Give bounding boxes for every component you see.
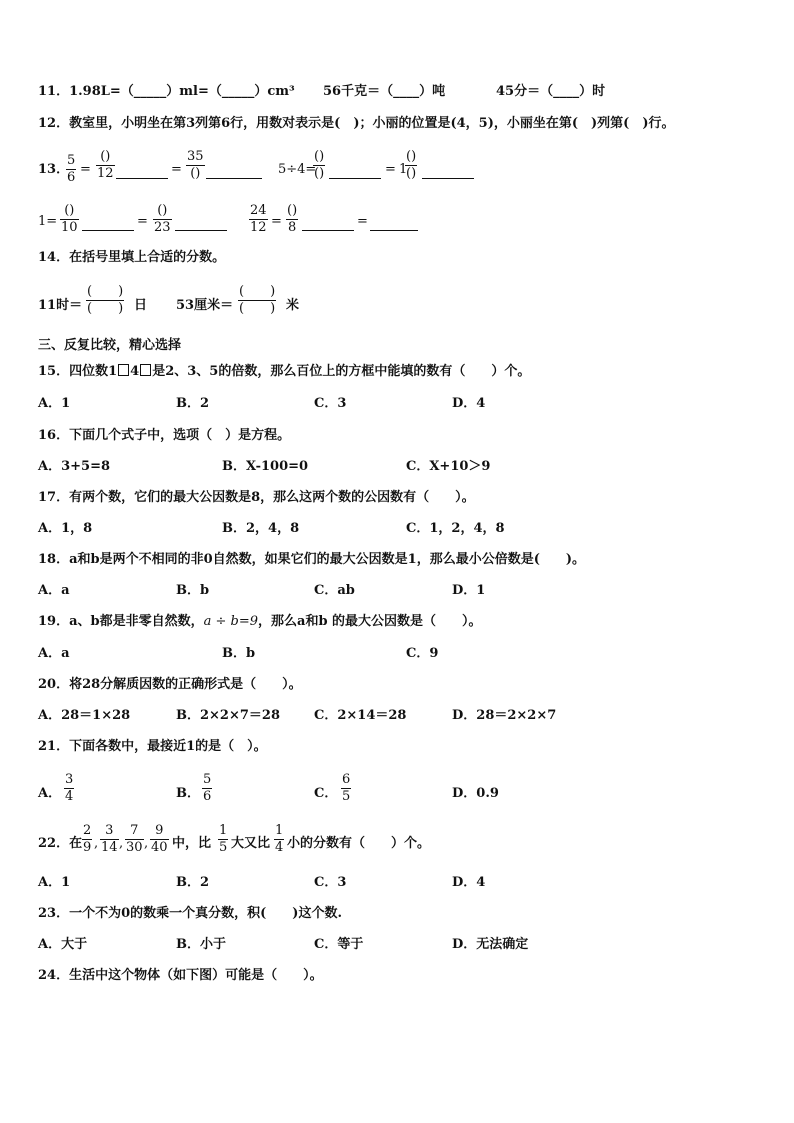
option-b[interactable]: B．2: [176, 875, 210, 890]
fraction-3-14: 3 14: [101, 823, 118, 855]
q23-text: 23．一个不为0的数乘一个真分数，积( )这个数.: [38, 906, 342, 921]
mixed-number-whole: 1: [399, 162, 408, 177]
answer-blank[interactable]: [206, 178, 262, 179]
fraction-answer-box[interactable]: ( ) ( ): [239, 284, 276, 316]
answer-blank[interactable]: [370, 230, 418, 231]
option-b[interactable]: B．: [176, 786, 200, 801]
q18-text: 18．a和b是两个不相同的非0自然数，如果它们的最大公因数是1，那么最小公倍数是( )。: [38, 552, 585, 567]
fraction-9-40: 9 40: [151, 823, 168, 855]
q14-day-unit: 日: [134, 298, 148, 313]
q19-text: 19．a、b都是非零自然数，a ÷ b=9，那么a和b 的最大公因数是（ ）。: [38, 614, 482, 629]
q11-part-b: 56千克＝（____）吨: [323, 84, 446, 99]
fraction-5-6: 5 6: [203, 772, 212, 804]
option-a[interactable]: A．a: [38, 646, 70, 661]
option-b[interactable]: B．b: [222, 646, 256, 661]
option-b[interactable]: B．X-100=0: [222, 459, 309, 474]
option-a[interactable]: A．1: [38, 875, 71, 890]
option-b[interactable]: B．b: [176, 583, 210, 598]
option-b[interactable]: B．2: [176, 396, 210, 411]
fraction-answer-box[interactable]: ( ) ( ): [87, 284, 124, 316]
option-b[interactable]: B．2，4，8: [222, 521, 300, 536]
fraction-blank-blank: () (): [406, 149, 417, 181]
option-a[interactable]: A．3+5=8: [38, 459, 111, 474]
q22-prefix: 22．在: [38, 836, 83, 851]
option-d[interactable]: D．1: [452, 583, 486, 598]
option-d[interactable]: D．28＝2×2×7: [452, 708, 557, 723]
option-c[interactable]: C．ab: [314, 583, 355, 598]
q22-mid-text: 中，比: [172, 836, 212, 851]
q21-text: 21．下面各数中，最接近1的是（ ）。: [38, 739, 267, 754]
option-c[interactable]: C．: [314, 786, 338, 801]
equals-sign: =: [137, 214, 148, 229]
q11-text: 11．1.98L=（_____）ml=（_____）cm³: [38, 84, 295, 99]
answer-blank[interactable]: [175, 230, 227, 231]
option-b[interactable]: B．2×2×7＝28: [176, 708, 281, 723]
answer-blank[interactable]: [302, 230, 354, 231]
fraction-blank-10: () 10: [61, 203, 78, 235]
q16-text: 16．下面几个式子中，选项（ ）是方程。: [38, 428, 291, 443]
q12-text: 12．教室里，小明坐在第3列第6行，用数对表示是( )；小丽的位置是(4，5)，小丽坐在第( )列第( )行。: [38, 116, 675, 131]
fraction-blank-12: () 12: [97, 149, 114, 181]
q19-formula: a ÷ b=9: [203, 614, 259, 629]
answer-blank[interactable]: [329, 178, 381, 179]
q14-cm-prefix: 53厘米＝: [176, 298, 234, 313]
answer-blank[interactable]: [82, 230, 134, 231]
comma: ,: [144, 836, 149, 851]
q17-text: 17．有两个数，它们的最大公因数是8，那么这两个数的公因数有（ ）。: [38, 490, 475, 505]
fraction-blank-23: () 23: [154, 203, 171, 235]
fraction-2-9: 2 9: [83, 823, 92, 855]
q13-number: 13．: [38, 162, 70, 177]
fraction-blank-blank: () (): [314, 149, 325, 181]
option-d[interactable]: D．4: [452, 396, 486, 411]
option-a[interactable]: A．a: [38, 583, 70, 598]
equals-sign: =: [171, 162, 182, 177]
option-c[interactable]: C．3: [314, 396, 347, 411]
fraction-35-blank: 35 (): [187, 149, 204, 181]
option-a[interactable]: A．1，8: [38, 521, 93, 536]
option-d[interactable]: D．无法确定: [452, 937, 529, 952]
option-a[interactable]: A．: [38, 786, 62, 801]
equals-sign: =: [80, 162, 91, 177]
q24-text: 24．生活中这个物体（如下图）可能是（ ）。: [38, 968, 323, 983]
fraction-1-5: 1 5: [219, 823, 228, 855]
fraction-5-6: 5 6: [67, 153, 76, 185]
comma: ,: [119, 836, 124, 851]
q13-one-equals: 1=: [38, 214, 58, 229]
digit-box: [140, 364, 151, 376]
q13-division: 5÷4=: [278, 162, 317, 177]
option-c[interactable]: C．3: [314, 875, 347, 890]
option-c[interactable]: C．2×14＝28: [314, 708, 407, 723]
q22-suffix: 小的分数有（ ）个。: [287, 836, 431, 851]
option-d[interactable]: D．4: [452, 875, 486, 890]
option-c[interactable]: C．X+10＞9: [406, 459, 491, 474]
comma: ,: [94, 836, 99, 851]
digit-box: [118, 364, 129, 376]
q14-hours-prefix: 11时＝: [38, 298, 83, 313]
answer-blank[interactable]: [116, 178, 168, 179]
option-b[interactable]: B．小于: [176, 937, 226, 952]
fraction-3-4: 3 4: [65, 772, 74, 804]
fraction-24-12: 24 12: [250, 203, 267, 235]
q11-part-c: 45分＝（____）时: [496, 84, 606, 99]
answer-blank[interactable]: [422, 178, 474, 179]
fraction-7-30: 7 30: [126, 823, 143, 855]
q22-mid-text-2: 大又比: [231, 836, 271, 851]
equals-sign: =: [271, 214, 282, 229]
option-c[interactable]: C．9: [406, 646, 439, 661]
q20-text: 20．将28分解质因数的正确形式是（ ）。: [38, 677, 302, 692]
option-c[interactable]: C．等于: [314, 937, 364, 952]
fraction-1-4: 1 4: [275, 823, 284, 855]
fraction-6-5: 6 5: [342, 772, 351, 804]
option-d[interactable]: D．0.9: [452, 786, 499, 801]
option-a[interactable]: A．大于: [38, 937, 88, 952]
equals-sign: =: [385, 162, 396, 177]
option-a[interactable]: A．28＝1×28: [38, 708, 131, 723]
option-c[interactable]: C．1，2，4，8: [406, 521, 505, 536]
fraction-blank-8: () 8: [287, 203, 298, 235]
equals-sign: =: [357, 214, 368, 229]
option-a[interactable]: A．1: [38, 396, 71, 411]
section-title: 三、反复比较，精心选择: [38, 338, 182, 353]
q14-meter-unit: 米: [286, 298, 300, 313]
q15-text: 15．四位数1 4 是2、3、5的倍数，那么百位上的方框中能填的数有（ ）个。: [38, 364, 531, 379]
q14-text: 14．在括号里填上合适的分数。: [38, 250, 226, 265]
